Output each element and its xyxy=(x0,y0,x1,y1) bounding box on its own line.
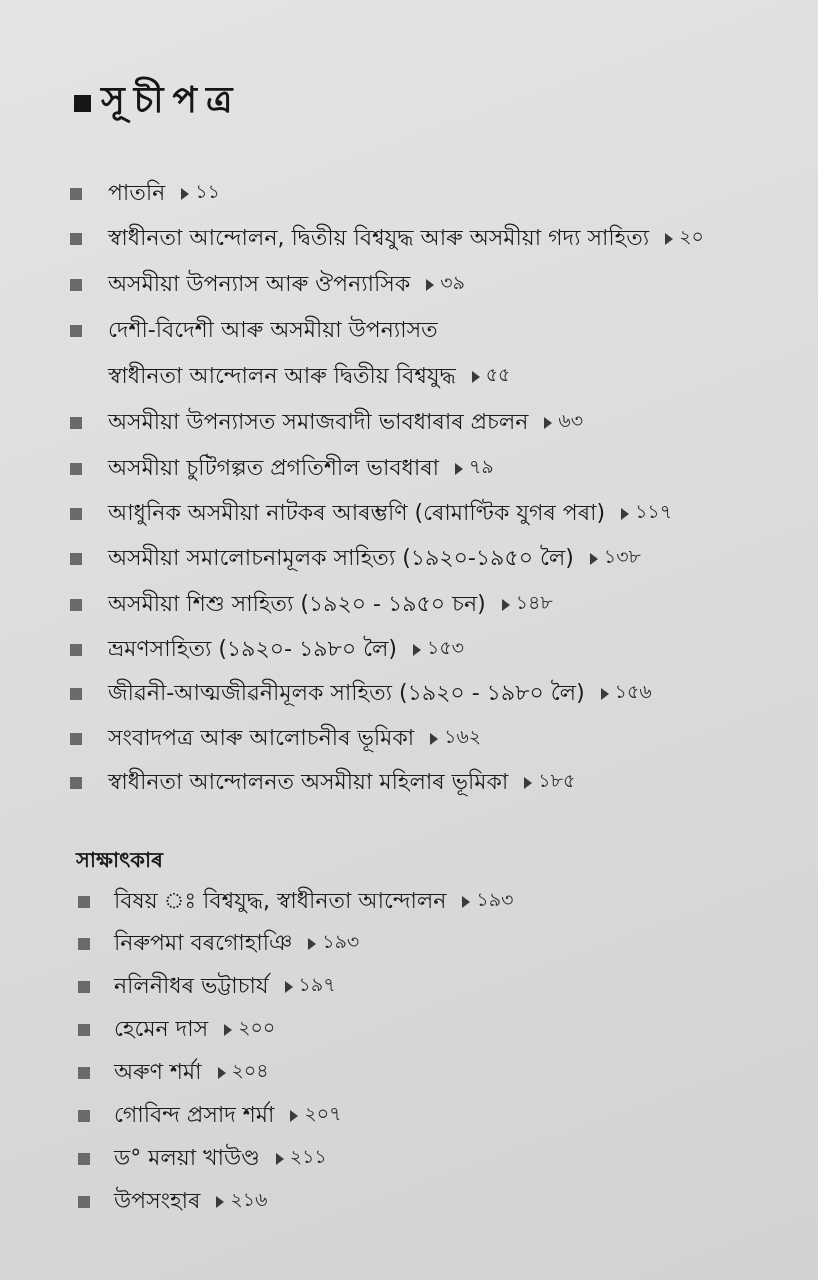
toc-entry-continuation xyxy=(70,360,510,394)
entry-title: স্বাধীনতা আন্দোলনত অসমীয়া মহিলাৰ ভূমিকা xyxy=(108,769,509,795)
interview-entry xyxy=(78,970,336,1004)
square-bullet-icon xyxy=(70,325,82,337)
play-arrow-icon xyxy=(308,938,316,950)
play-arrow-icon xyxy=(426,279,434,291)
entry-title: অসমীয়া শিশু সাহিত্য (১৯২০ - ১৯৫০ চন) xyxy=(108,591,486,617)
entry-title: আধুনিক অসমীয়া নাটকৰ আৰম্ভণি (ৰোমাণ্টিক যুগৰ পৰা) xyxy=(108,500,606,526)
entry-title: হেমেন দাস xyxy=(114,1016,209,1042)
toc-entry xyxy=(70,588,553,622)
entry-title: ড° মলয়া খাউণ্ড xyxy=(114,1145,260,1171)
toc-entry xyxy=(70,314,438,348)
square-bullet-icon xyxy=(70,417,82,429)
toc-entry xyxy=(70,406,583,440)
interview-entry xyxy=(78,1013,275,1047)
square-bullet-icon xyxy=(70,733,82,745)
interview-entry xyxy=(78,1185,267,1219)
entry-title: পাতনি xyxy=(108,180,166,206)
entry-page-number: ২০৪ xyxy=(231,1060,269,1082)
play-arrow-icon xyxy=(290,1110,298,1122)
square-bullet-icon xyxy=(70,644,82,656)
entry-title: অসমীয়া চুটিগল্পত প্ৰগতিশীল ভাবধাৰা xyxy=(108,455,440,481)
square-bullet-icon xyxy=(70,463,82,475)
play-arrow-icon xyxy=(224,1024,232,1036)
square-bullet-icon xyxy=(70,279,82,291)
entry-page-number: ১৩৮ xyxy=(603,546,641,568)
interview-entry xyxy=(78,1142,327,1176)
entry-title: ভ্ৰমণসাহিত্য (১৯২০- ১৯৮০ লৈ) xyxy=(108,636,397,662)
entry-title: গোবিন্দ প্ৰসাদ শৰ্মা xyxy=(114,1102,275,1128)
play-arrow-icon xyxy=(285,981,293,993)
toc-entry xyxy=(70,497,672,531)
entry-title: স্বাধীনতা আন্দোলন আৰু দ্বিতীয় বিশ্বযুদ্ধ xyxy=(108,363,456,389)
entry-page-number: ২০০ xyxy=(238,1017,276,1039)
entry-title: স্বাধীনতা আন্দোলন, দ্বিতীয় বিশ্বযুদ্ধ আৰু অসমীয়া গদ্য সাহিত্য xyxy=(108,225,650,251)
entry-page-number: ৭৯ xyxy=(469,456,494,478)
square-bullet-icon xyxy=(78,1196,90,1208)
entry-page-number: ১৯৩ xyxy=(476,889,514,911)
play-arrow-icon xyxy=(544,417,552,429)
entry-title: জীৱনী-আত্মজীৱনীমূলক সাহিত্য (১৯২০ - ১৯৮০ লৈ) xyxy=(108,680,585,706)
interview-entry xyxy=(78,885,513,919)
interview-entry xyxy=(78,927,359,961)
entry-title: সংবাদপত্ৰ আৰু আলোচনীৰ ভূমিকা xyxy=(108,725,415,751)
entry-page-number: ৬৩ xyxy=(558,410,584,432)
play-arrow-icon xyxy=(218,1067,226,1079)
play-arrow-icon xyxy=(413,644,421,656)
toc-entry xyxy=(70,542,641,576)
play-arrow-icon xyxy=(601,688,609,700)
toc-entry xyxy=(70,677,652,711)
entry-title: অৰুণ শৰ্মা xyxy=(114,1059,202,1085)
square-bullet-icon xyxy=(78,1067,90,1079)
entry-page-number: ১৫৬ xyxy=(614,681,652,703)
interview-entry xyxy=(78,1099,341,1133)
interview-entry xyxy=(78,1056,269,1090)
square-bullet-icon xyxy=(70,777,82,789)
square-bullet-icon xyxy=(78,938,90,950)
entry-title: বিষয় ঃ বিশ্বযুদ্ধ, স্বাধীনতা আন্দোলন xyxy=(114,888,447,914)
square-bullet-icon xyxy=(70,233,82,245)
entry-page-number: ১১৭ xyxy=(635,501,673,523)
toc-entry xyxy=(70,177,220,211)
play-arrow-icon xyxy=(430,733,438,745)
play-arrow-icon xyxy=(590,553,598,565)
play-arrow-icon xyxy=(216,1196,224,1208)
toc-entry xyxy=(70,633,464,667)
toc-entry xyxy=(70,722,481,756)
play-arrow-icon xyxy=(665,233,673,245)
play-arrow-icon xyxy=(502,599,510,611)
interview-section-heading: সাক্ষাৎকাৰ xyxy=(76,848,163,872)
play-arrow-icon xyxy=(276,1153,284,1165)
entry-page-number: ৫৫ xyxy=(485,364,511,386)
square-bullet-icon xyxy=(78,1024,90,1036)
contents-title xyxy=(74,78,241,128)
square-bullet-icon xyxy=(78,981,90,993)
entry-page-number: ১৯৭ xyxy=(298,974,336,996)
square-bullet-icon xyxy=(78,1110,90,1122)
entry-title: অসমীয়া সমালোচনামূলক সাহিত্য (১৯২০-১৯৫০ লৈ) xyxy=(108,545,574,571)
entry-title: নিৰুপমা বৰগোহাঞি xyxy=(114,930,293,956)
entry-title: নলিনীধৰ ভট্টাচাৰ্য xyxy=(114,973,269,999)
entry-title: অসমীয়া উপন্যাসত সমাজবাদী ভাবধাৰাৰ প্ৰচলন xyxy=(108,409,529,435)
square-bullet-icon xyxy=(70,188,82,200)
title-square-icon xyxy=(74,95,91,112)
entry-page-number: ১৯৩ xyxy=(322,931,360,953)
entry-page-number: ২১১ xyxy=(289,1146,327,1168)
play-arrow-icon xyxy=(472,371,480,383)
play-arrow-icon xyxy=(455,463,463,475)
square-bullet-icon xyxy=(78,1153,90,1165)
entry-title: উপসংহাৰ xyxy=(114,1188,201,1214)
toc-entry xyxy=(70,452,494,486)
square-bullet-icon xyxy=(70,508,82,520)
square-bullet-icon xyxy=(70,688,82,700)
entry-title: অসমীয়া উপন্যাস আৰু ঔপন্যাসিক xyxy=(108,271,411,297)
entry-page-number: ২০৭ xyxy=(304,1103,342,1125)
entry-page-number: ১৮৫ xyxy=(538,770,576,792)
entry-page-number: ২০ xyxy=(679,226,704,248)
page-title: সূচীপত্ৰ xyxy=(101,80,242,121)
play-arrow-icon xyxy=(462,896,470,908)
entry-page-number: ৩৯ xyxy=(440,272,465,294)
play-arrow-icon xyxy=(524,777,532,789)
toc-entry xyxy=(70,268,465,302)
entry-page-number: ২১৬ xyxy=(230,1189,268,1211)
square-bullet-icon xyxy=(78,896,90,908)
entry-page-number: ১৬২ xyxy=(444,726,482,748)
entry-page-number: ১৪৮ xyxy=(515,592,553,614)
toc-entry xyxy=(70,766,575,800)
play-arrow-icon xyxy=(621,508,629,520)
entry-page-number: ১১ xyxy=(195,181,220,203)
entry-page-number: ১৫৩ xyxy=(427,637,465,659)
play-arrow-icon xyxy=(181,188,189,200)
toc-entry xyxy=(70,222,704,256)
entry-title: দেশী-বিদেশী আৰু অসমীয়া উপন্যাসত xyxy=(108,317,438,343)
square-bullet-icon xyxy=(70,553,82,565)
square-bullet-icon xyxy=(70,599,82,611)
